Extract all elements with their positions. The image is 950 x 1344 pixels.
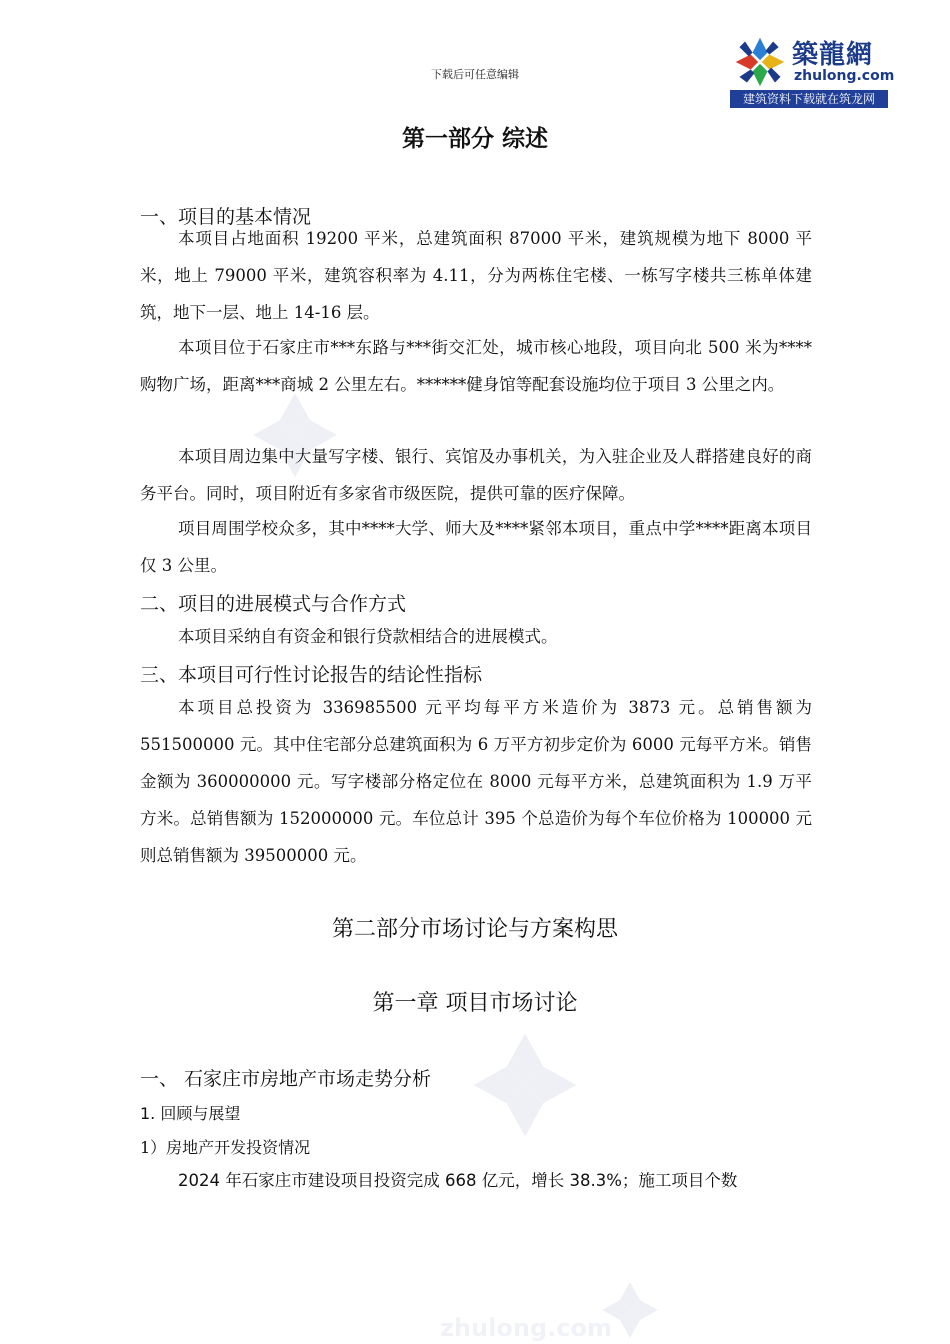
section1-heading: 一、项目的基本情况 — [140, 206, 312, 228]
investment-paragraph: 2024 年石家庄市建设项目投资完成 668 亿元，增长 38.3%；施工项目个数 — [178, 1171, 738, 1190]
section2-paragraph-1: 本项目采纳自有资金和银行贷款相结合的进展模式。 — [178, 627, 558, 646]
header-note: 下载后可任意编辑 — [431, 68, 519, 81]
watermark-text: zhulong.com — [440, 1314, 612, 1342]
section1-paragraph-2: 本项目位于石家庄市***东路与***街交汇处，城市核心地段，项目向北 500 米为****购物广场，距离***商城 2 公里左右。******健身馆等配套设施均位于项目 3 公里之内。 — [140, 338, 812, 394]
logo-name-cn: 築龍網 — [792, 40, 874, 70]
site-logo — [730, 30, 895, 108]
market-section-heading: 一、 石家庄市房地产市场走势分析 — [140, 1068, 432, 1090]
part2-title: 第二部分市场讨论与方案构思 — [331, 917, 618, 942]
section3-heading: 三、本项目可行性讨论报告的结论性指标 — [140, 664, 483, 686]
section1-paragraph-1: 本项目占地面积 19200 平米，总建筑面积 87000 平米，建筑规模为地下 8000 平米，地上 79000 平米，建筑容积率为 4.11，分为两栋住宅楼、一栋写字楼共三栋单体建筑，地下一层、地上 14-16 层。 — [140, 229, 812, 322]
logo-tagline: 建筑资料下载就在筑龙网 — [730, 90, 888, 108]
section2-heading: 二、项目的进展模式与合作方式 — [140, 593, 407, 615]
part1-title: 第一部分 综述 — [401, 126, 548, 152]
zhulong-logo-icon — [732, 34, 788, 90]
subheading-review: 1. 回顾与展望 — [140, 1104, 241, 1123]
subheading-investment: 1）房地产开发投资情况 — [140, 1138, 311, 1157]
logo-name-en: zhulong.com — [794, 68, 895, 84]
chapter1-title: 第一章 项目市场讨论 — [372, 991, 578, 1016]
section3-paragraph-1: 本项目总投资为 336985500 元平均每平方米造价为 3873 元。总销售额为 551500000 元。其中住宅部分总建筑面积为 6 万平方初步定价为 6000 元每平方米。销售金额为 360000000 元。写字楼部分格定位在 8000 元每平方米，总建筑面积为 1.9 万平方米。总销售额为 152000000 元。车位总计 395 个总造价为每个车位价格为 100000 元则总销售额为 39500000 元。 — [140, 698, 812, 865]
watermark-logo-icon — [470, 1030, 580, 1140]
section1-paragraph-4: 项目周围学校众多，其中****大学、师大及****紧邻本项目，重点中学****距离本项目仅 3 公里。 — [140, 519, 812, 575]
section1-paragraph-3: 本项目周边集中大量写字楼、银行、宾馆及办事机关，为入驻企业及人群搭建良好的商务平台。同时，项目附近有多家省市级医院，提供可靠的医疗保障。 — [140, 447, 812, 503]
